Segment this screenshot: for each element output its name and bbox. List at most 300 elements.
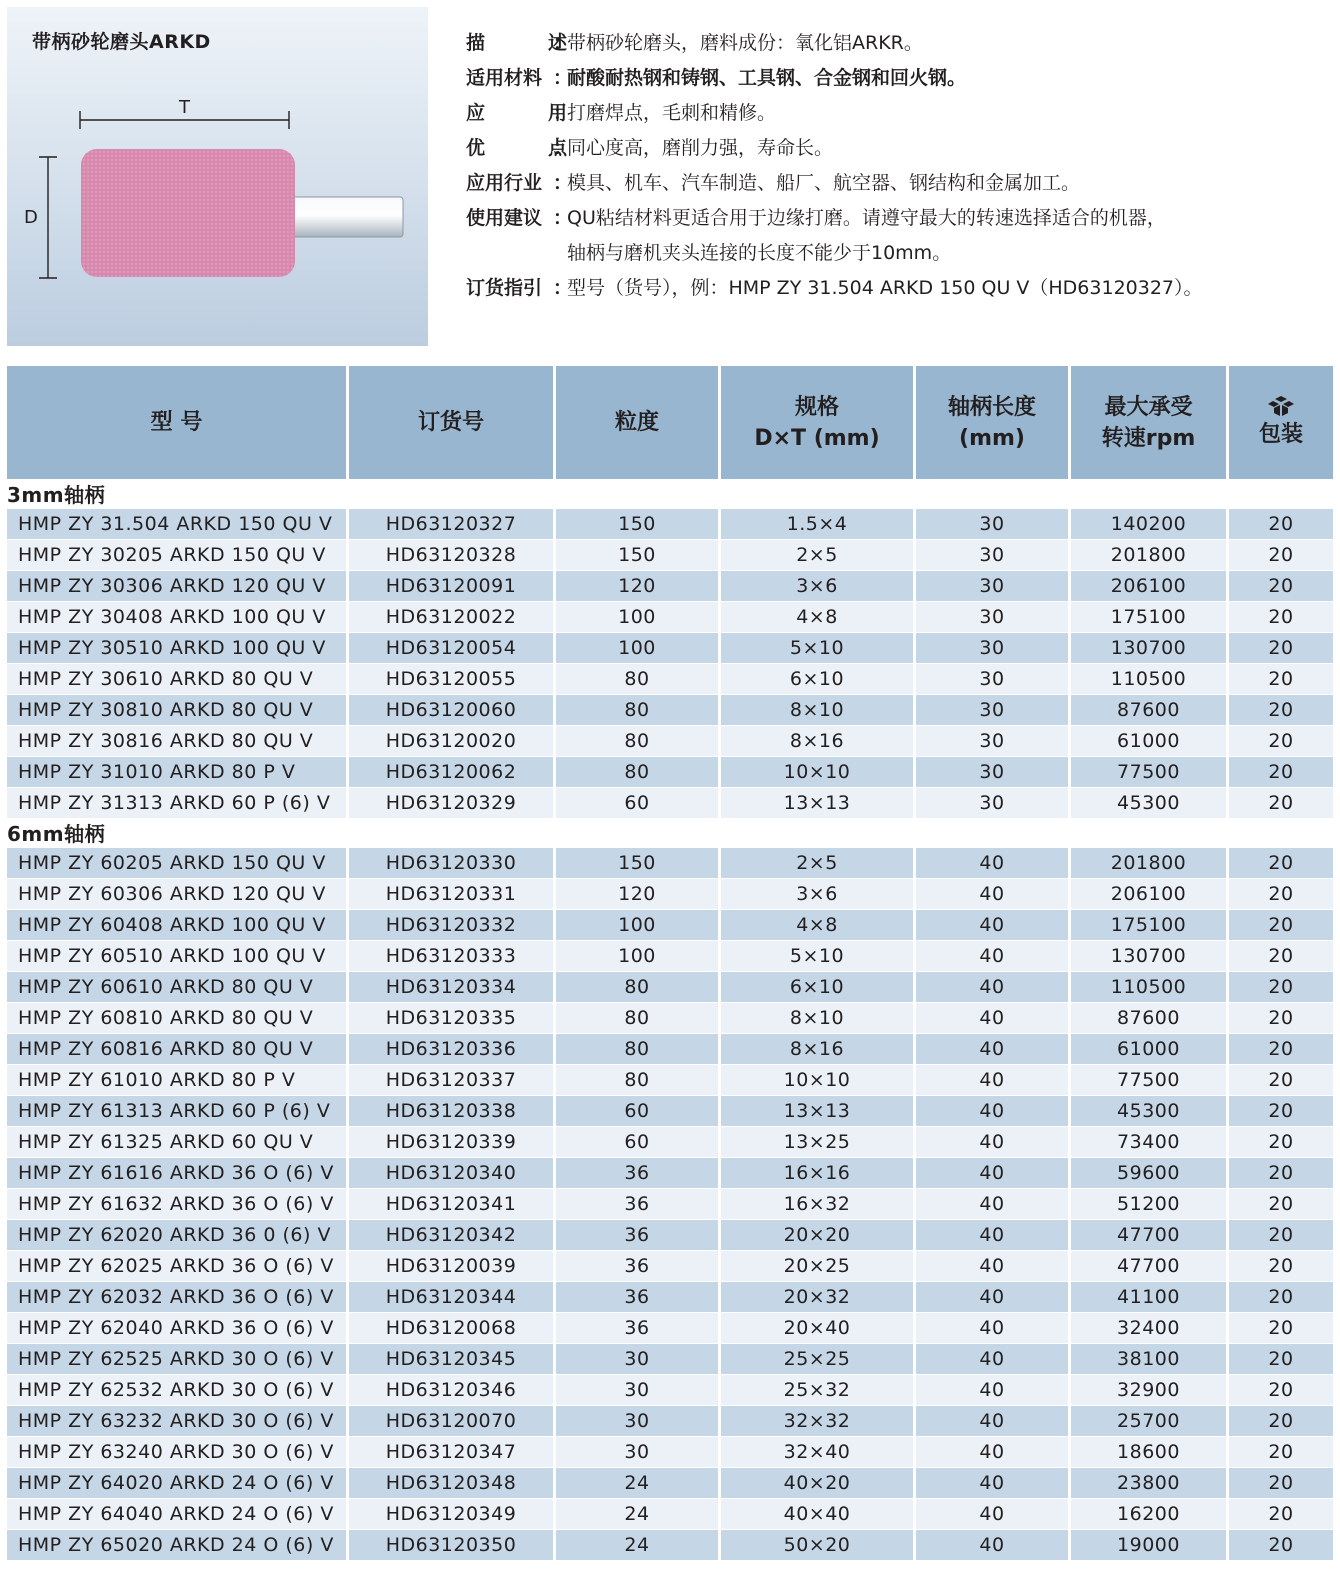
cell-shank: 30: [916, 756, 1071, 787]
cell-model: HMP ZY 60510 ARKD 100 QU V: [7, 940, 349, 971]
cell-spec: 20×25: [721, 1250, 916, 1281]
table-row: [7, 1064, 1333, 1095]
cell-order-no: HD63120054: [349, 632, 556, 663]
cell-order-no: HD63120339: [349, 1126, 556, 1157]
cell-grit: 36: [556, 1312, 721, 1343]
cell-grit: 80: [556, 663, 721, 694]
cell-shank: 40: [916, 1343, 1071, 1374]
cell-model: HMP ZY 62040 ARKD 36 O (6) V: [7, 1312, 349, 1343]
cell-shank: 40: [916, 1467, 1071, 1498]
cell-shank: 30: [916, 725, 1071, 756]
cell-rpm: 32900: [1071, 1374, 1229, 1405]
cell-shank: 40: [916, 909, 1071, 940]
cell-shank: 30: [916, 694, 1071, 725]
cell-order-no: HD63120348: [349, 1467, 556, 1498]
group-title: 6mm轴柄: [7, 818, 1333, 847]
desc-row-usage: [466, 201, 1326, 236]
header-spec: [721, 366, 916, 479]
cell-rpm: 18600: [1071, 1436, 1229, 1467]
cell-spec: 8×10: [721, 1002, 916, 1033]
cell-pack: 20: [1229, 1219, 1333, 1250]
cell-grit: 36: [556, 1250, 721, 1281]
cell-grit: 80: [556, 694, 721, 725]
cell-pack: 20: [1229, 878, 1333, 909]
cell-grit: 150: [556, 847, 721, 878]
cell-shank: 30: [916, 632, 1071, 663]
table-row: [7, 1436, 1333, 1467]
cell-rpm: 38100: [1071, 1343, 1229, 1374]
table-row: [7, 1250, 1333, 1281]
table-row: [7, 570, 1333, 601]
cell-rpm: 73400: [1071, 1126, 1229, 1157]
cell-pack: 20: [1229, 1467, 1333, 1498]
cell-order-no: HD63120342: [349, 1219, 556, 1250]
cell-rpm: 206100: [1071, 570, 1229, 601]
cell-order-no: HD63120340: [349, 1157, 556, 1188]
cell-pack: 20: [1229, 508, 1333, 539]
cell-spec: 4×8: [721, 909, 916, 940]
cell-grit: 150: [556, 539, 721, 570]
header-pack-label: 包装: [1258, 422, 1303, 447]
cell-spec: 3×6: [721, 878, 916, 909]
cell-shank: 30: [916, 601, 1071, 632]
cell-pack: 20: [1229, 663, 1333, 694]
cell-spec: 25×25: [721, 1343, 916, 1374]
cell-shank: 40: [916, 878, 1071, 909]
cell-order-no: HD63120068: [349, 1312, 556, 1343]
product-title: 带柄砂轮磨头ARKD: [32, 31, 211, 53]
table-row: [7, 1095, 1333, 1126]
cell-grit: 80: [556, 1033, 721, 1064]
table-row: [7, 1529, 1333, 1560]
cell-model: HMP ZY 60408 ARKD 100 QU V: [7, 909, 349, 940]
table-row: [7, 787, 1333, 818]
cell-rpm: 32400: [1071, 1312, 1229, 1343]
cell-rpm: 77500: [1071, 1064, 1229, 1095]
cell-model: HMP ZY 62532 ARKD 30 O (6) V: [7, 1374, 349, 1405]
desc-row-usage-cont: [466, 236, 1326, 271]
cell-grit: 30: [556, 1343, 721, 1374]
cell-spec: 13×13: [721, 787, 916, 818]
desc-value: 型号（货号），例：HMP ZY 31.504 ARKD 150 QU V（HD63120327）。: [567, 277, 1203, 299]
desc-label: 应 用: [466, 102, 567, 124]
cell-order-no: HD63120337: [349, 1064, 556, 1095]
table-row: [7, 508, 1333, 539]
cell-pack: 20: [1229, 601, 1333, 632]
cell-spec: 8×10: [721, 694, 916, 725]
cell-model: HMP ZY 61616 ARKD 36 O (6) V: [7, 1157, 349, 1188]
cell-pack: 20: [1229, 1157, 1333, 1188]
cell-spec: 5×10: [721, 940, 916, 971]
desc-value: 耐酸耐热钢和铸钢、工具钢、合金钢和回火钢。: [567, 67, 967, 89]
cell-spec: 2×5: [721, 539, 916, 570]
cell-spec: 13×13: [721, 1095, 916, 1126]
cell-model: HMP ZY 62032 ARKD 36 O (6) V: [7, 1281, 349, 1312]
table-row: [7, 1219, 1333, 1250]
cell-shank: 40: [916, 1033, 1071, 1064]
header-rpm: [1071, 366, 1229, 479]
cell-rpm: 61000: [1071, 725, 1229, 756]
cell-pack: 20: [1229, 1002, 1333, 1033]
cell-model: HMP ZY 30306 ARKD 120 QU V: [7, 570, 349, 601]
cell-shank: 40: [916, 847, 1071, 878]
cell-order-no: HD63120336: [349, 1033, 556, 1064]
table-row: [7, 878, 1333, 909]
header-shank: [916, 366, 1071, 479]
cell-pack: 20: [1229, 539, 1333, 570]
cell-rpm: 140200: [1071, 508, 1229, 539]
table-row: [7, 1033, 1333, 1064]
cell-shank: 30: [916, 787, 1071, 818]
cell-rpm: 16200: [1071, 1498, 1229, 1529]
cell-order-no: HD63120333: [349, 940, 556, 971]
cell-rpm: 61000: [1071, 1033, 1229, 1064]
desc-value: 打磨焊点，毛刺和精修。: [567, 102, 777, 124]
desc-value: 带柄砂轮磨头，磨料成份：氧化铝ARKR。: [567, 32, 923, 54]
cell-spec: 20×40: [721, 1312, 916, 1343]
cell-pack: 20: [1229, 1188, 1333, 1219]
cell-pack: 20: [1229, 632, 1333, 663]
cell-grit: 150: [556, 508, 721, 539]
cell-model: HMP ZY 60306 ARKD 120 QU V: [7, 878, 349, 909]
cell-grit: 60: [556, 1126, 721, 1157]
header-shank-line1: 轴柄长度: [947, 394, 1036, 420]
table-row: [7, 1312, 1333, 1343]
cell-model: HMP ZY 63240 ARKD 30 O (6) V: [7, 1436, 349, 1467]
cell-model: HMP ZY 60816 ARKD 80 QU V: [7, 1033, 349, 1064]
cell-shank: 40: [916, 1064, 1071, 1095]
cell-spec: 8×16: [721, 725, 916, 756]
cell-grit: 100: [556, 909, 721, 940]
cell-pack: 20: [1229, 1405, 1333, 1436]
dimension-t-label: T: [179, 97, 190, 118]
cell-pack: 20: [1229, 756, 1333, 787]
cell-order-no: HD63120330: [349, 847, 556, 878]
cell-spec: 40×20: [721, 1467, 916, 1498]
cell-pack: 20: [1229, 1033, 1333, 1064]
cell-spec: 6×10: [721, 663, 916, 694]
cell-shank: 40: [916, 1157, 1071, 1188]
cell-shank: 40: [916, 1002, 1071, 1033]
cell-rpm: 110500: [1071, 971, 1229, 1002]
cell-pack: 20: [1229, 1498, 1333, 1529]
cell-spec: 20×20: [721, 1219, 916, 1250]
cell-rpm: 77500: [1071, 756, 1229, 787]
cell-grit: 80: [556, 1064, 721, 1095]
cell-grit: 36: [556, 1219, 721, 1250]
cell-order-no: HD63120346: [349, 1374, 556, 1405]
cell-rpm: 47700: [1071, 1219, 1229, 1250]
cell-order-no: HD63120344: [349, 1281, 556, 1312]
cell-order-no: HD63120070: [349, 1405, 556, 1436]
cell-spec: 16×32: [721, 1188, 916, 1219]
cell-order-no: HD63120349: [349, 1498, 556, 1529]
cell-shank: 40: [916, 1126, 1071, 1157]
table-row: [7, 539, 1333, 570]
cell-grit: 80: [556, 1002, 721, 1033]
cell-model: HMP ZY 62525 ARKD 30 O (6) V: [7, 1343, 349, 1374]
cell-model: HMP ZY 65020 ARKD 24 O (6) V: [7, 1529, 349, 1560]
cell-grit: 120: [556, 570, 721, 601]
cell-shank: 40: [916, 1219, 1071, 1250]
desc-value: QU粘结材料更适合用于边缘打磨。请遵守最大的转速选择适合的机器，: [567, 207, 1166, 229]
table-body: [7, 479, 1333, 1560]
cell-pack: 20: [1229, 971, 1333, 1002]
desc-label: 描 述: [466, 32, 567, 54]
cell-order-no: HD63120331: [349, 878, 556, 909]
product-table: [7, 366, 1333, 1560]
cell-rpm: 19000: [1071, 1529, 1229, 1560]
cell-spec: 16×16: [721, 1157, 916, 1188]
cell-order-no: HD63120328: [349, 539, 556, 570]
desc-row-materials: [466, 61, 1326, 96]
cell-model: HMP ZY 30610 ARKD 80 QU V: [7, 663, 349, 694]
dimension-d-label: D: [24, 207, 38, 228]
cell-grit: 30: [556, 1374, 721, 1405]
table-row: [7, 725, 1333, 756]
cell-grit: 36: [556, 1188, 721, 1219]
cell-rpm: 23800: [1071, 1467, 1229, 1498]
cell-spec: 32×32: [721, 1405, 916, 1436]
header-grit: 粒度: [556, 366, 721, 479]
cell-shank: 40: [916, 1312, 1071, 1343]
cell-grit: 80: [556, 971, 721, 1002]
header-shank-line2: (mm): [959, 425, 1025, 451]
cell-shank: 40: [916, 1281, 1071, 1312]
cell-model: HMP ZY 30816 ARKD 80 QU V: [7, 725, 349, 756]
desc-label: 优 点: [466, 137, 567, 159]
table-row: [7, 909, 1333, 940]
cell-pack: 20: [1229, 1529, 1333, 1560]
cell-model: HMP ZY 31.504 ARKD 150 QU V: [7, 508, 349, 539]
cell-order-no: HD63120020: [349, 725, 556, 756]
cell-grit: 80: [556, 756, 721, 787]
cell-model: HMP ZY 61010 ARKD 80 P V: [7, 1064, 349, 1095]
cell-order-no: HD63120341: [349, 1188, 556, 1219]
cell-shank: 40: [916, 1095, 1071, 1126]
cell-grit: 120: [556, 878, 721, 909]
table-row: [7, 663, 1333, 694]
table-row: [7, 1374, 1333, 1405]
cell-shank: 30: [916, 570, 1071, 601]
cell-model: HMP ZY 62020 ARKD 36 0 (6) V: [7, 1219, 349, 1250]
table-row: [7, 1126, 1333, 1157]
cell-rpm: 201800: [1071, 847, 1229, 878]
cell-model: HMP ZY 61313 ARKD 60 P (6) V: [7, 1095, 349, 1126]
cell-model: HMP ZY 64040 ARKD 24 O (6) V: [7, 1498, 349, 1529]
cell-spec: 3×6: [721, 570, 916, 601]
table-row: [7, 847, 1333, 878]
cell-grit: 100: [556, 601, 721, 632]
cell-order-no: HD63120039: [349, 1250, 556, 1281]
table-row: [7, 694, 1333, 725]
cell-rpm: 59600: [1071, 1157, 1229, 1188]
cell-pack: 20: [1229, 725, 1333, 756]
cell-shank: 40: [916, 1405, 1071, 1436]
table-row: [7, 971, 1333, 1002]
header-pack: [1229, 366, 1333, 479]
cell-pack: 20: [1229, 1281, 1333, 1312]
header-rpm-line2: 转速rpm: [1101, 425, 1196, 451]
group-title: 3mm轴柄: [7, 479, 1333, 508]
cell-model: HMP ZY 63232 ARKD 30 O (6) V: [7, 1405, 349, 1436]
cell-model: HMP ZY 30205 ARKD 150 QU V: [7, 539, 349, 570]
cell-model: HMP ZY 64020 ARKD 24 O (6) V: [7, 1467, 349, 1498]
cell-order-no: HD63120345: [349, 1343, 556, 1374]
cell-grit: 36: [556, 1157, 721, 1188]
cell-order-no: HD63120338: [349, 1095, 556, 1126]
cell-rpm: 87600: [1071, 694, 1229, 725]
cell-order-no: HD63120062: [349, 756, 556, 787]
cell-pack: 20: [1229, 1250, 1333, 1281]
cell-model: HMP ZY 60810 ARKD 80 QU V: [7, 1002, 349, 1033]
table-row: [7, 1405, 1333, 1436]
table-row: [7, 1281, 1333, 1312]
cell-spec: 40×40: [721, 1498, 916, 1529]
cell-spec: 20×32: [721, 1281, 916, 1312]
cell-rpm: 47700: [1071, 1250, 1229, 1281]
cell-model: HMP ZY 31313 ARKD 60 P (6) V: [7, 787, 349, 818]
cell-order-no: HD63120055: [349, 663, 556, 694]
desc-label: 适用材料: [466, 67, 543, 89]
cell-model: HMP ZY 30810 ARKD 80 QU V: [7, 694, 349, 725]
cell-rpm: 51200: [1071, 1188, 1229, 1219]
table-row: [7, 1188, 1333, 1219]
cell-spec: 10×10: [721, 756, 916, 787]
table-row: [7, 940, 1333, 971]
box-icon: [1268, 395, 1294, 417]
table-row: [7, 632, 1333, 663]
dimension-d-line: [39, 157, 57, 278]
desc-value: 轴柄与磨机夹头连接的长度不能少于10mm。: [567, 242, 952, 264]
cell-grit: 80: [556, 725, 721, 756]
group-header-row: [7, 818, 1333, 847]
cell-order-no: HD63120091: [349, 570, 556, 601]
desc-row-description: [466, 26, 1326, 61]
header-model: 型 号: [7, 366, 349, 479]
cell-order-no: HD63120327: [349, 508, 556, 539]
cell-order-no: HD63120347: [349, 1436, 556, 1467]
cell-spec: 8×16: [721, 1033, 916, 1064]
cell-model: HMP ZY 30408 ARKD 100 QU V: [7, 601, 349, 632]
cell-rpm: 175100: [1071, 601, 1229, 632]
desc-row-industries: [466, 166, 1326, 201]
cell-pack: 20: [1229, 909, 1333, 940]
cell-order-no: HD63120329: [349, 787, 556, 818]
cell-shank: 40: [916, 1250, 1071, 1281]
desc-row-advantages: [466, 131, 1326, 166]
cell-shank: 40: [916, 1436, 1071, 1467]
cell-spec: 13×25: [721, 1126, 916, 1157]
header-rpm-line1: 最大承受: [1104, 394, 1193, 420]
header-spec-line1: 规格: [794, 394, 839, 420]
cell-rpm: 41100: [1071, 1281, 1229, 1312]
cell-pack: 20: [1229, 1343, 1333, 1374]
cell-spec: 1.5×4: [721, 508, 916, 539]
cell-model: HMP ZY 30510 ARKD 100 QU V: [7, 632, 349, 663]
cell-order-no: HD63120350: [349, 1529, 556, 1560]
cell-pack: 20: [1229, 1064, 1333, 1095]
cell-rpm: 130700: [1071, 632, 1229, 663]
cell-spec: 32×40: [721, 1436, 916, 1467]
cell-grit: 24: [556, 1498, 721, 1529]
table-row: [7, 1343, 1333, 1374]
cell-shank: 30: [916, 539, 1071, 570]
shank: [283, 197, 403, 237]
cell-pack: 20: [1229, 1436, 1333, 1467]
cell-grit: 36: [556, 1281, 721, 1312]
cell-rpm: 201800: [1071, 539, 1229, 570]
cell-pack: 20: [1229, 1374, 1333, 1405]
cell-spec: 10×10: [721, 1064, 916, 1095]
desc-label: 订货指引: [466, 277, 543, 299]
cell-shank: 40: [916, 1188, 1071, 1219]
cell-rpm: 130700: [1071, 940, 1229, 971]
cell-shank: 40: [916, 971, 1071, 1002]
cell-pack: 20: [1229, 1312, 1333, 1343]
cell-model: HMP ZY 60610 ARKD 80 QU V: [7, 971, 349, 1002]
cell-rpm: 45300: [1071, 787, 1229, 818]
cell-pack: 20: [1229, 787, 1333, 818]
table-row: [7, 1157, 1333, 1188]
table-row: [7, 756, 1333, 787]
cell-model: HMP ZY 61632 ARKD 36 O (6) V: [7, 1188, 349, 1219]
header-order-no: 订货号: [349, 366, 556, 479]
table-header-row: [7, 366, 1333, 479]
cell-shank: 30: [916, 663, 1071, 694]
desc-value: 同心度高，磨削力强，寿命长。: [567, 137, 834, 159]
cell-order-no: HD63120332: [349, 909, 556, 940]
cell-grit: 60: [556, 787, 721, 818]
cell-model: HMP ZY 61325 ARKD 60 QU V: [7, 1126, 349, 1157]
desc-label: 使用建议: [466, 207, 543, 229]
cell-order-no: HD63120060: [349, 694, 556, 725]
product-description: [466, 26, 1326, 306]
cell-rpm: 110500: [1071, 663, 1229, 694]
group-header-row: [7, 479, 1333, 508]
cell-pack: 20: [1229, 847, 1333, 878]
cell-order-no: HD63120335: [349, 1002, 556, 1033]
cell-order-no: HD63120022: [349, 601, 556, 632]
cell-grit: 100: [556, 940, 721, 971]
cell-model: HMP ZY 62025 ARKD 36 O (6) V: [7, 1250, 349, 1281]
cell-shank: 30: [916, 508, 1071, 539]
desc-row-ordering: [466, 271, 1326, 306]
cell-shank: 40: [916, 1498, 1071, 1529]
cell-pack: 20: [1229, 570, 1333, 601]
cell-spec: 50×20: [721, 1529, 916, 1560]
desc-label: 应用行业: [466, 172, 543, 194]
grinding-stone: [81, 149, 295, 277]
cell-order-no: HD63120334: [349, 971, 556, 1002]
cell-spec: 4×8: [721, 601, 916, 632]
cell-rpm: 87600: [1071, 1002, 1229, 1033]
mounted-point-illustration: [7, 7, 428, 346]
cell-grit: 30: [556, 1405, 721, 1436]
cell-model: HMP ZY 31010 ARKD 80 P V: [7, 756, 349, 787]
desc-value: 模具、机车、汽车制造、船厂、航空器、钢结构和金属加工。: [567, 172, 1081, 194]
product-image-panel: [7, 7, 428, 346]
cell-grit: 60: [556, 1095, 721, 1126]
cell-rpm: 175100: [1071, 909, 1229, 940]
cell-model: HMP ZY 60205 ARKD 150 QU V: [7, 847, 349, 878]
table-row: [7, 601, 1333, 632]
cell-grit: 24: [556, 1529, 721, 1560]
table-row: [7, 1498, 1333, 1529]
table-row: [7, 1467, 1333, 1498]
cell-spec: 2×5: [721, 847, 916, 878]
cell-grit: 100: [556, 632, 721, 663]
